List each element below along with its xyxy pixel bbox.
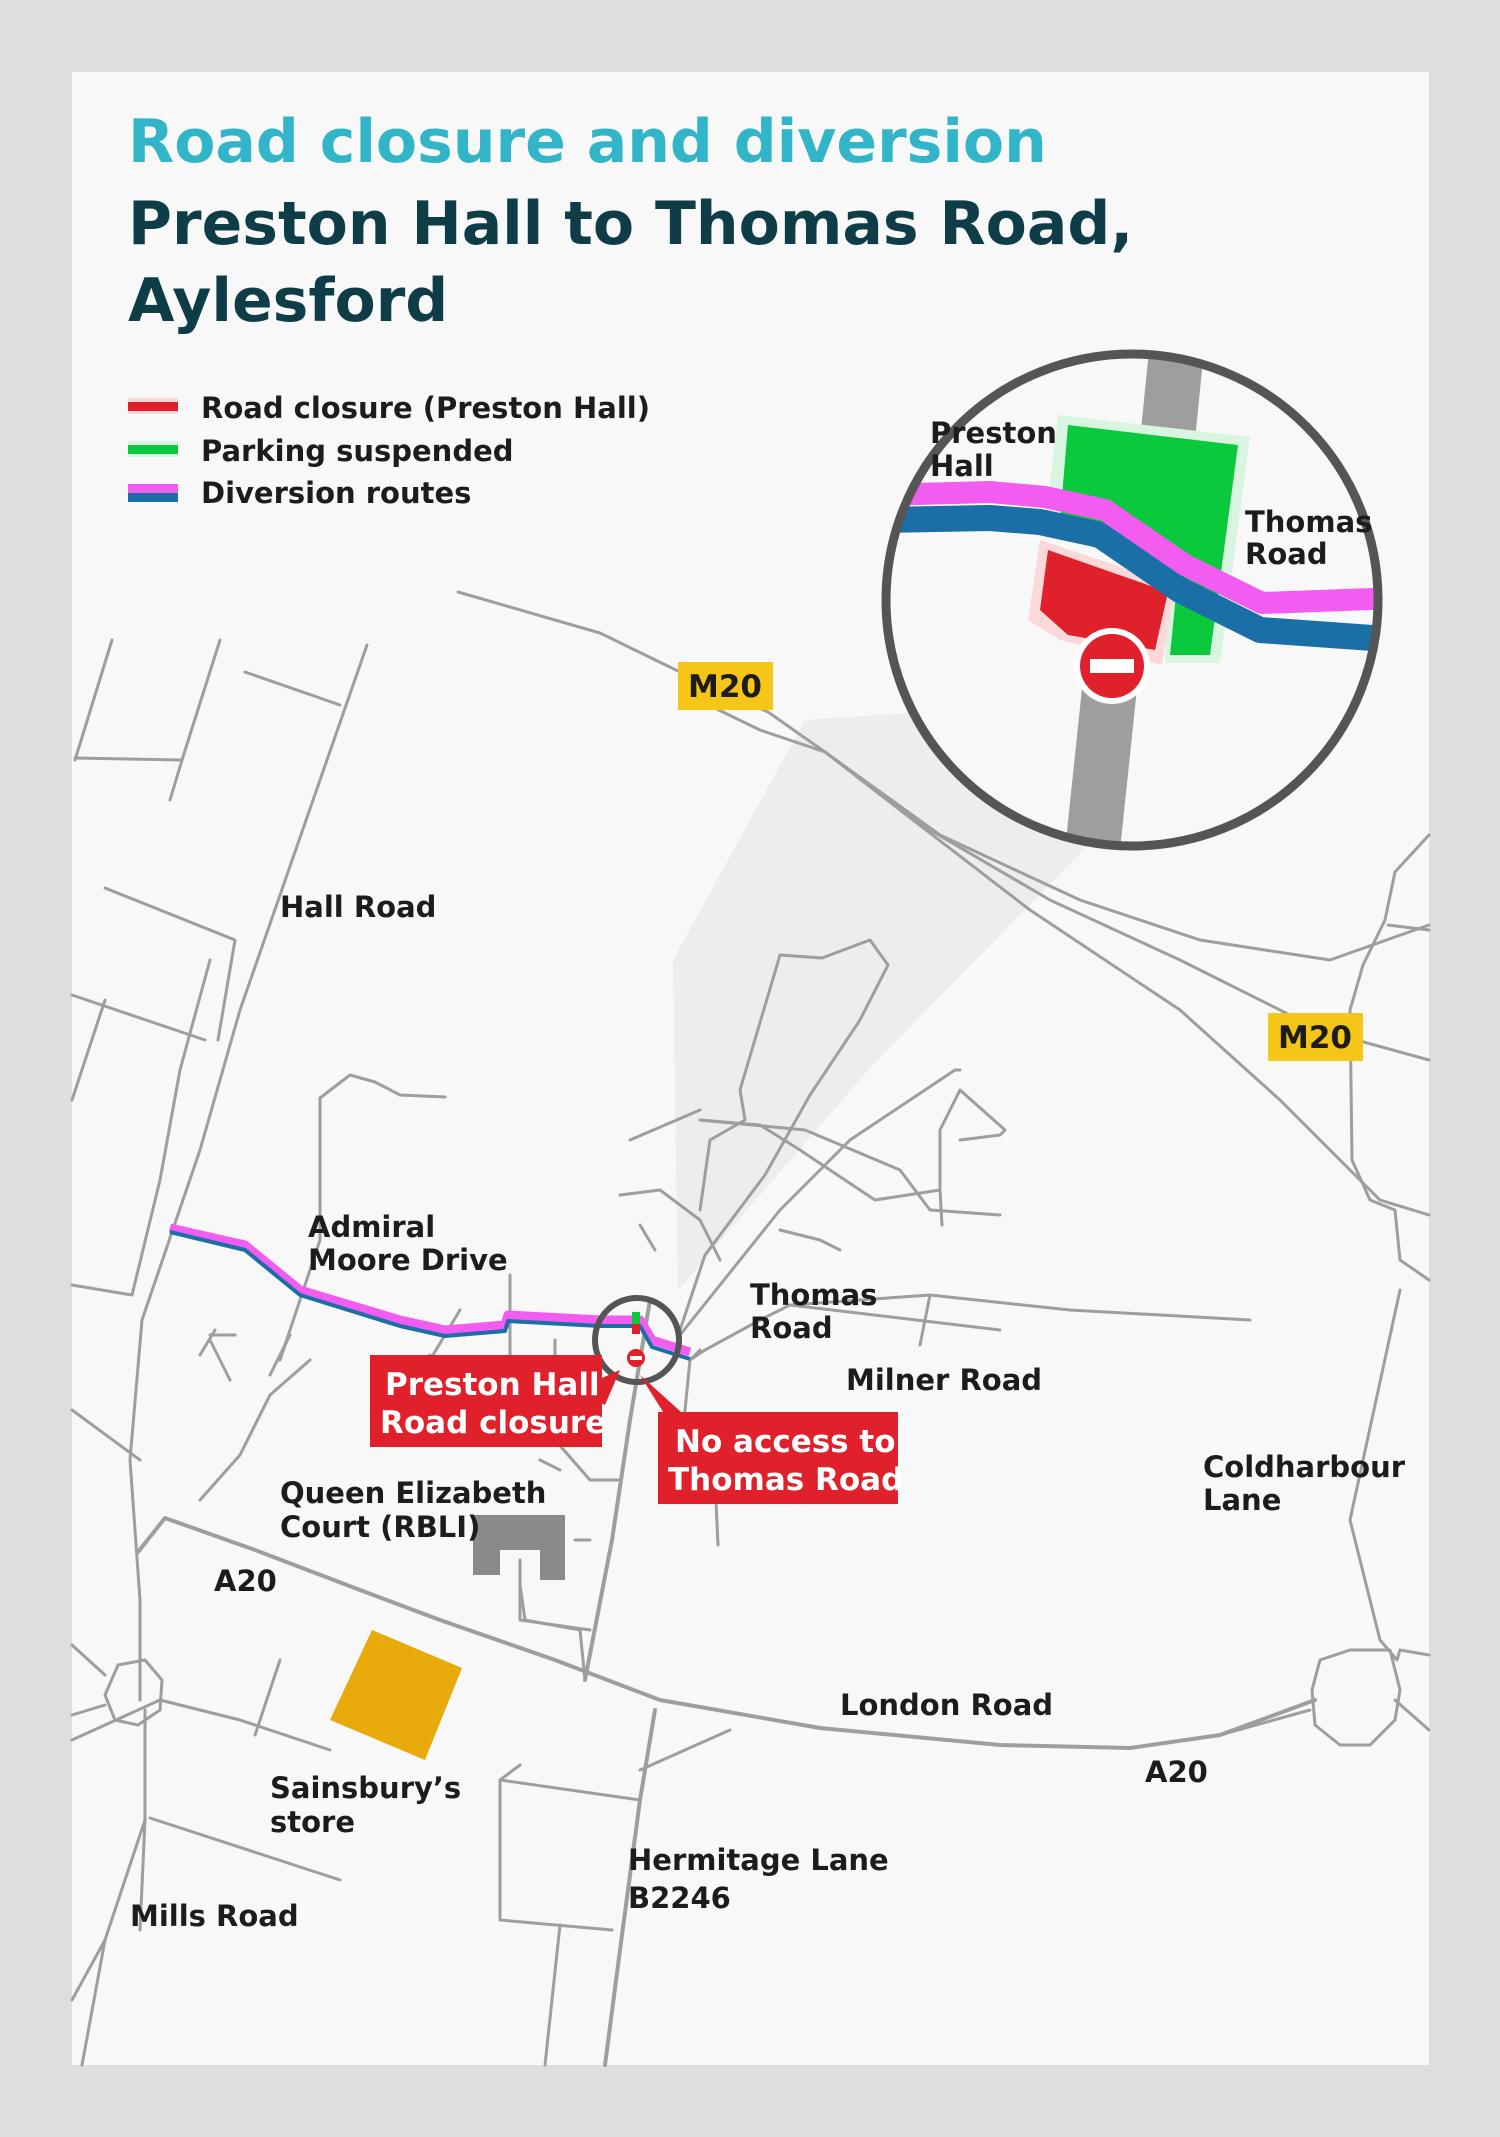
title-line2: Preston Hall to Thomas Road, bbox=[128, 189, 1134, 259]
legend-label-closure: Road closure (Preston Hall) bbox=[201, 391, 650, 425]
label-thomas-road-2: Road bbox=[750, 1311, 833, 1345]
road bbox=[75, 758, 182, 760]
label-coldharbour-1: Coldharbour bbox=[1203, 1450, 1406, 1484]
legend-swatch-parking bbox=[128, 445, 178, 454]
label-qe-court-2: Court (RBLI) bbox=[280, 1510, 481, 1544]
no-entry-icon-bar bbox=[630, 1356, 642, 1360]
legend-swatch-diversion-blue bbox=[128, 493, 178, 502]
label-milner-road: Milner Road bbox=[846, 1363, 1043, 1397]
parking-suspended-marker bbox=[632, 1312, 640, 1324]
title-line3: Aylesford bbox=[128, 266, 449, 336]
label-admiral-moore-2: Moore Drive bbox=[308, 1243, 508, 1277]
legend-swatch-closure bbox=[128, 402, 178, 411]
inset-label-east-1: Thomas bbox=[1245, 505, 1373, 539]
inset-label-west-2: Hall bbox=[930, 449, 994, 483]
label-mills-road: Mills Road bbox=[130, 1899, 299, 1933]
closure-callout-line1: Preston Hall bbox=[385, 1367, 600, 1403]
label-hermitage-1: Hermitage Lane bbox=[628, 1843, 889, 1877]
legend-label-diversion: Diversion routes bbox=[201, 476, 472, 510]
no-access-callout-line1: No access to bbox=[675, 1424, 896, 1460]
label-coldharbour-2: Lane bbox=[1203, 1483, 1282, 1517]
label-hermitage-2: B2246 bbox=[628, 1881, 731, 1915]
road-closure-marker bbox=[632, 1324, 640, 1334]
label-hall-road: Hall Road bbox=[280, 890, 437, 924]
label-a20-east: A20 bbox=[1145, 1755, 1208, 1789]
label-sainsburys-1: Sainsbury’s bbox=[270, 1771, 462, 1805]
title-line1: Road closure and diversion bbox=[128, 107, 1047, 177]
closure-callout-line2: Road closure bbox=[380, 1405, 607, 1441]
legend-swatch-diversion-pink bbox=[128, 484, 178, 493]
label-sainsburys-2: store bbox=[270, 1805, 356, 1839]
inset-label-east-2: Road bbox=[1245, 537, 1328, 571]
label-thomas-road-1: Thomas bbox=[750, 1278, 878, 1312]
legend-label-parking: Parking suspended bbox=[201, 434, 514, 468]
label-qe-court-1: Queen Elizabeth bbox=[280, 1476, 547, 1510]
label-london-road: London Road bbox=[840, 1688, 1054, 1722]
inset-no-entry-bar bbox=[1090, 659, 1134, 673]
m20-badge-label: M20 bbox=[1278, 1020, 1352, 1056]
no-access-callout-line2: Thomas Road bbox=[668, 1462, 904, 1498]
label-admiral-moore-1: Admiral bbox=[308, 1210, 436, 1244]
m20-badge-label: M20 bbox=[688, 669, 762, 705]
label-a20-west: A20 bbox=[214, 1564, 277, 1598]
inset-label-west-1: Preston bbox=[930, 416, 1057, 450]
